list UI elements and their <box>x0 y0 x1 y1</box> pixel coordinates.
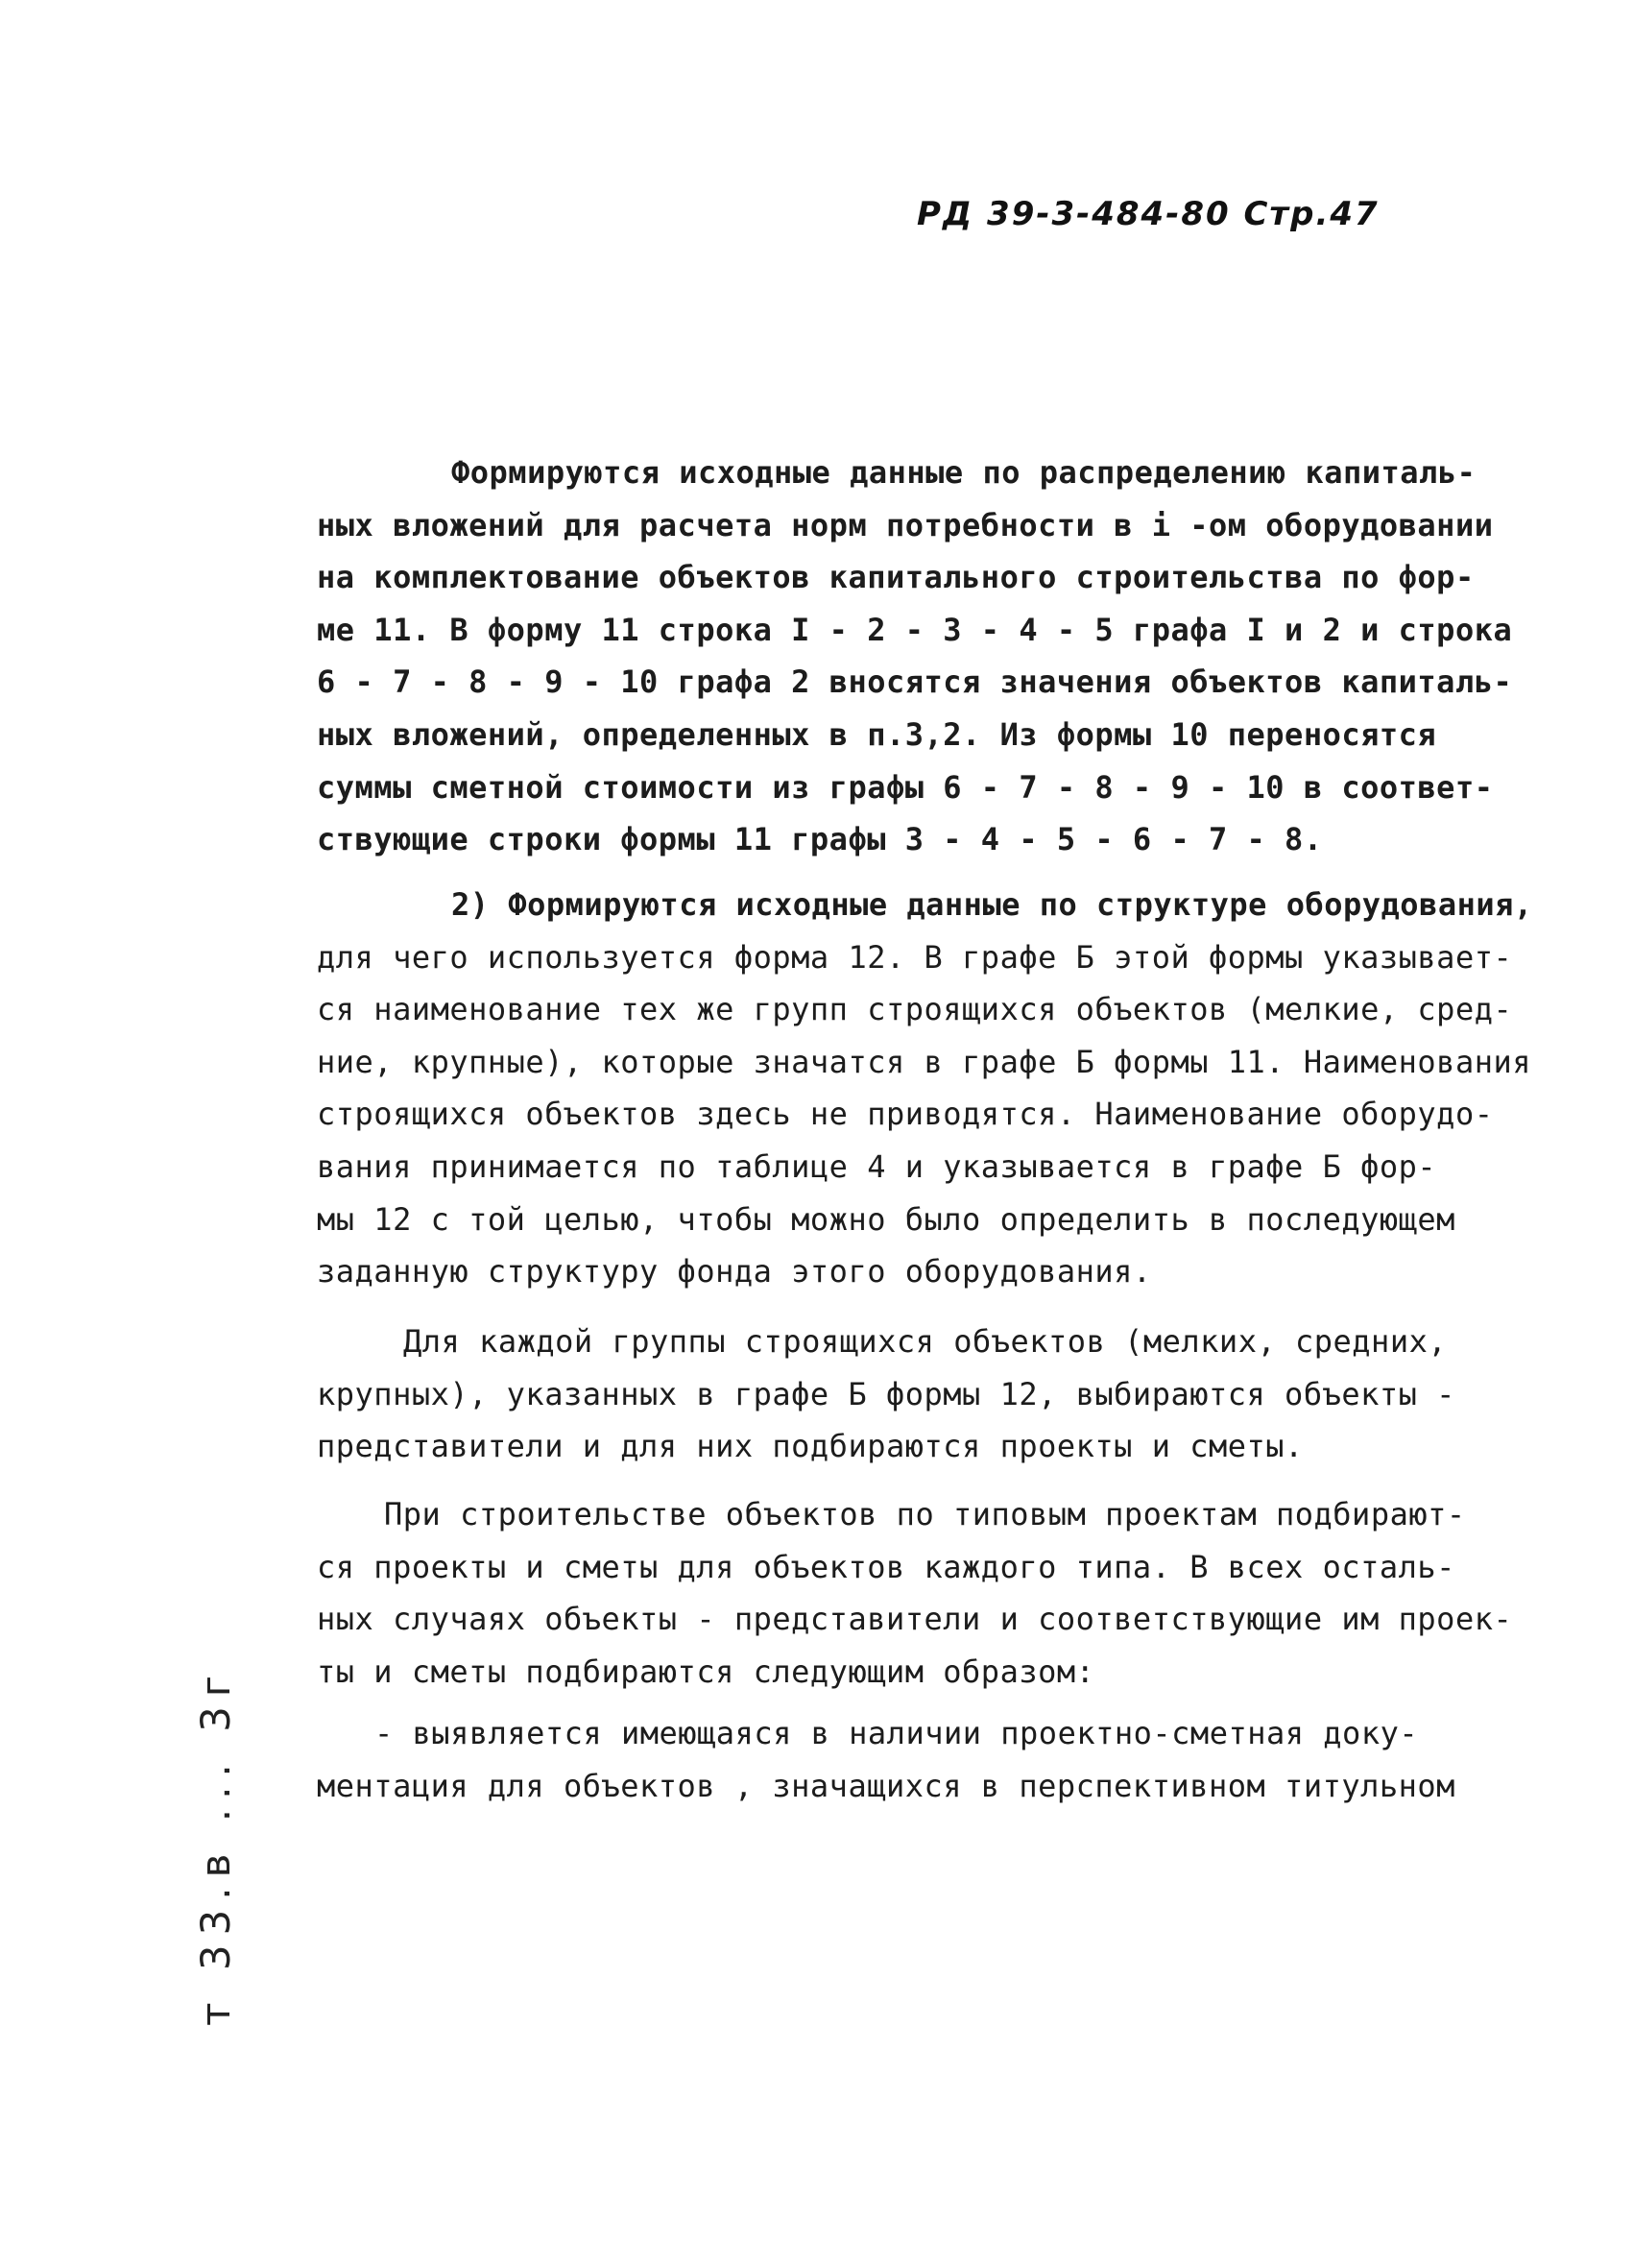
document-header-code: РД 39-3-484-80 Стр.47 <box>917 195 1380 233</box>
text-line: Для каждой группы строящихся объектов (мелких, средних, <box>403 1323 1448 1360</box>
text-line: ме 11. В форму 11 строка I - 2 - 3 - 4 - 5 графа I и 2 и строка <box>317 611 1513 648</box>
text-line: ние, крупные), которые значатся в графе Б формы 11. Наименования <box>317 1043 1531 1080</box>
text-line: При строительстве объектов по типовым проектам подбирают- <box>384 1496 1466 1532</box>
text-line: мы 12 с той целью, чтобы можно было определить в последующем <box>317 1200 1455 1238</box>
text-line: вания принимается по таблице 4 и указывается в графе Б фор- <box>317 1147 1437 1185</box>
margin-note-text: т 33.в ... 3г <box>192 1666 239 2026</box>
text-line: ты и сметы подбираются следующим образом: <box>317 1653 1095 1690</box>
text-line: на комплектование объектов капитального строительства по фор- <box>317 559 1475 596</box>
text-line: строящихся объектов здесь не приводятся. Наименование оборудо- <box>317 1096 1494 1133</box>
text-line: представители и для них подбираются проекты и сметы. <box>317 1428 1304 1465</box>
paragraph-1 <box>317 446 1513 866</box>
paragraph-2 <box>317 879 1533 1298</box>
text-line: ных вложений для расчета норм потребности в i -ом оборудовании <box>317 506 1494 543</box>
text-line: 2) Формируются исходные данные по структуре оборудования, <box>451 886 1533 923</box>
text-line: суммы сметной стоимости из графы 6 - 7 - 8 - 9 - 10 в соответ- <box>317 768 1494 806</box>
text-line: ствующие строки формы 11 графы 3 - 4 - 5 - 6 - 7 - 8. <box>317 821 1323 858</box>
text-line: ся наименование тех же групп строящихся объектов (мелкие, сред- <box>317 991 1513 1028</box>
paragraph-4 <box>317 1488 1513 1698</box>
text-line: заданную структуру фонда этого оборудования. <box>317 1253 1152 1291</box>
text-line: крупных), указанных в графе Б формы 12, выбираются объекты - <box>317 1375 1455 1412</box>
margin-handwritten-note <box>192 1666 250 2026</box>
text-line: ных вложений, определенных в п.3,2. Из формы 10 переносятся <box>317 715 1437 753</box>
text-line: ных случаях объекты - представители и соответствующие им проек- <box>317 1601 1513 1638</box>
text-line: 6 - 7 - 8 - 9 - 10 графа 2 вносятся значения объектов капиталь- <box>317 664 1513 701</box>
text-line: ментация для объектов , значащихся в перспективном титульном <box>317 1767 1455 1804</box>
text-line: ся проекты и сметы для объектов каждого типа. В всех осталь- <box>317 1548 1455 1585</box>
text-line: - выявляется имеющаяся в наличии проектно-сметная доку- <box>374 1715 1419 1751</box>
paragraph-3 <box>317 1315 1455 1473</box>
paragraph-5 <box>317 1707 1455 1812</box>
text-line: для чего используется форма 12. В графе Б этой формы указывает- <box>317 938 1513 976</box>
text-line: Формируются исходные данные по распределению капиталь- <box>451 454 1477 491</box>
